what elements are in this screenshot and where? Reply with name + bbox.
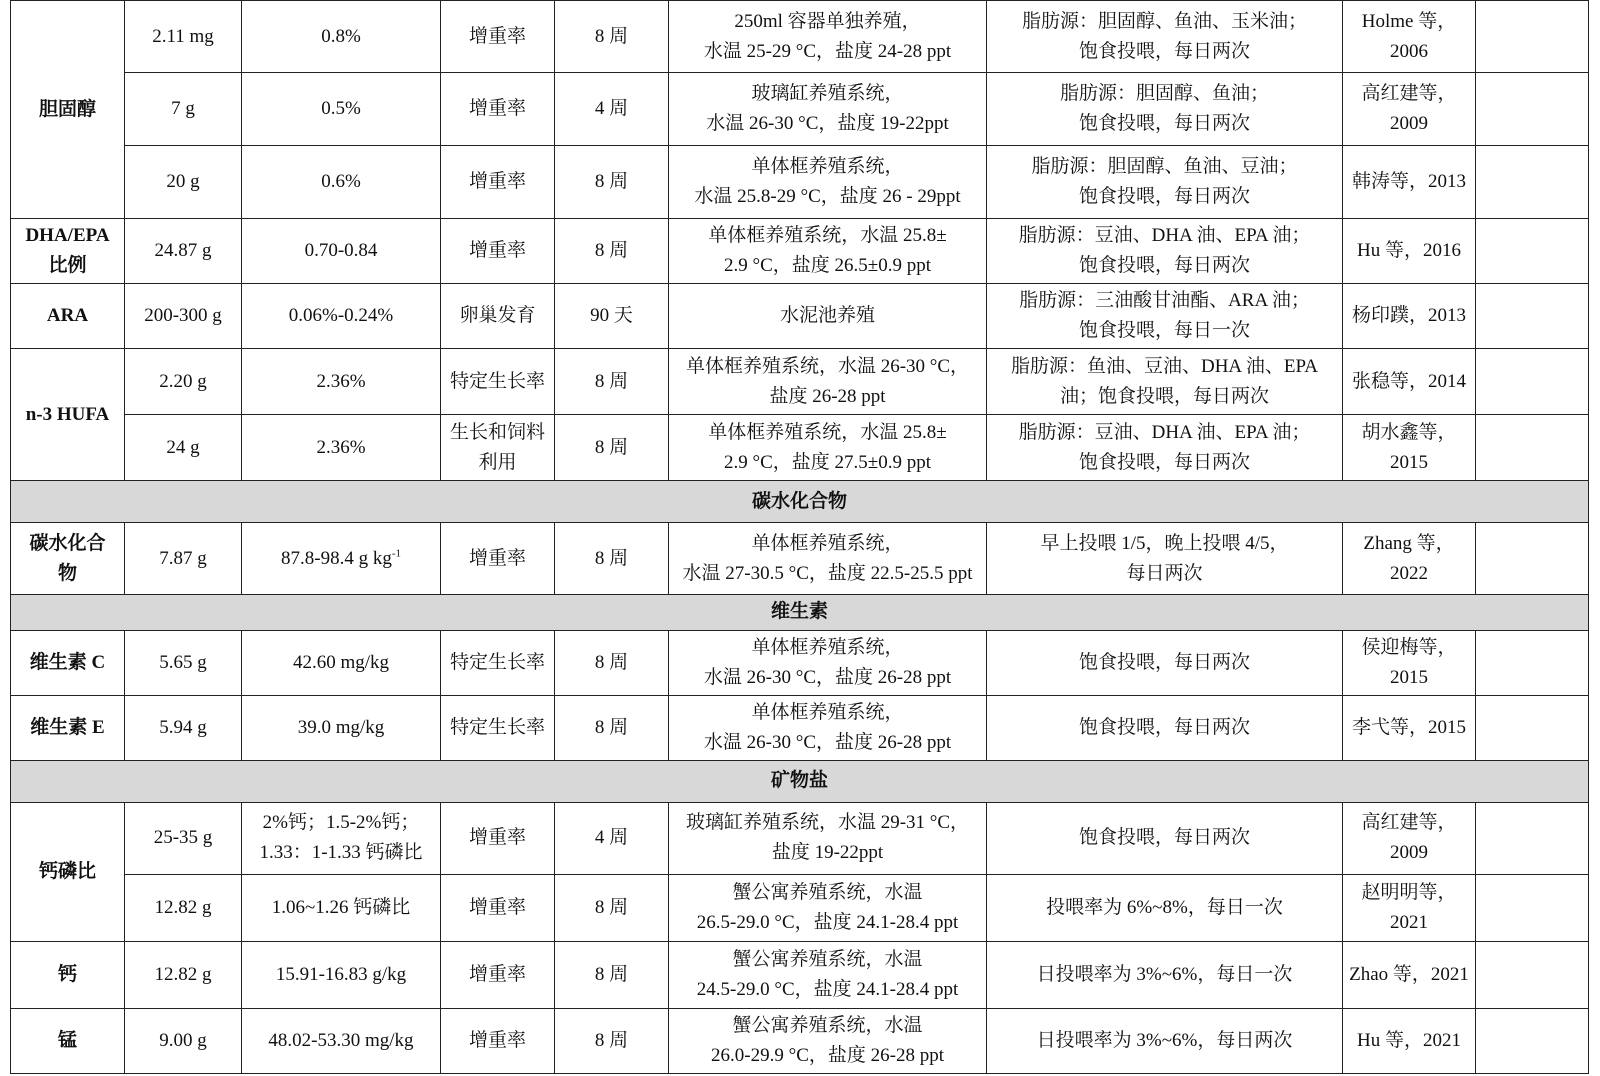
section-header-row [11,595,1589,630]
body-weight-cell: 12.82 g [125,941,242,1008]
duration-cell: 8 周 [555,1008,669,1073]
culture-system-cell: 250ml 容器单独养殖， 水温 25-29 °C，盐度 24-28 ppt [669,1,987,73]
evaluation-index-cell: 增重率 [441,874,555,941]
culture-system-cell: 玻璃缸养殖系统，水温 29-31 °C， 盐度 19-22ppt [669,802,987,874]
body-weight-cell: 12.82 g [125,874,242,941]
requirement-level-cell: 15.91-16.83 g/kg [242,941,441,1008]
section-title-mineral: 矿物盐 [11,760,1589,802]
body-weight-cell: 9.00 g [125,1008,242,1073]
evaluation-index-cell: 卵巢发育 [441,284,555,349]
body-weight-cell: 25-35 g [125,802,242,874]
duration-cell: 8 周 [555,630,669,695]
reference-cell: 高红建等， 2009 [1343,802,1476,874]
feeding-cell: 脂肪源：鱼油、豆油、DHA 油、EPA 油；饱食投喂，每日两次 [987,349,1343,415]
feeding-cell: 脂肪源：胆固醇、鱼油、玉米油； 饱食投喂，每日两次 [987,1,1343,73]
empty-cell [1476,1008,1589,1073]
evaluation-index-cell: 增重率 [441,146,555,219]
section-header-row [11,760,1589,802]
culture-system-cell: 单体框养殖系统， 水温 26-30 °C，盐度 26-28 ppt [669,630,987,695]
evaluation-index-cell: 增重率 [441,219,555,284]
requirement-level-cell: 87.8-98.4 g $kg^{-1}$ [242,523,441,595]
evaluation-index-cell: 增重率 [441,523,555,595]
nutrient-name-cell: ARA [11,284,125,349]
body-weight-cell: 200-300 g [125,284,242,349]
feeding-cell: 脂肪源：胆固醇、鱼油、豆油； 饱食投喂，每日两次 [987,146,1343,219]
nutrient-name-cell: DHA/EPA 比例 [11,219,125,284]
reference-cell: Holme 等， 2006 [1343,1,1476,73]
empty-cell [1476,941,1589,1008]
evaluation-index-cell: 特定生长率 [441,630,555,695]
culture-system-cell: 单体框养殖系统，水温 25.8± 2.9 °C，盐度 26.5±0.9 ppt [669,219,987,284]
culture-system-cell: 蟹公寓养殖系统，水温 26.5-29.0 °C，盐度 24.1-28.4 ppt [669,874,987,941]
nutrient-name-cell: 碳水化合 物 [11,523,125,595]
duration-cell: 90 天 [555,284,669,349]
table-row [11,630,1589,695]
table-row [11,146,1589,219]
body-weight-cell: 7.87 g [125,523,242,595]
feeding-cell: 脂肪源：胆固醇、鱼油； 饱食投喂，每日两次 [987,73,1343,146]
evaluation-index-cell: 增重率 [441,73,555,146]
requirement-level-cell: 2.36% [242,349,441,415]
reference-cell: 赵明明等， 2021 [1343,874,1476,941]
duration-cell: 8 周 [555,523,669,595]
body-weight-cell: 5.94 g [125,695,242,760]
body-weight-cell: 2.11 mg [125,1,242,73]
culture-system-cell: 蟹公寓养殖系统，水温 26.0-29.9 °C，盐度 26-28 ppt [669,1008,987,1073]
requirement-level-cell: 1.06~1.26 钙磷比 [242,874,441,941]
duration-cell: 8 周 [555,349,669,415]
empty-cell [1476,219,1589,284]
requirement-level-cell: 0.6% [242,146,441,219]
table-row [11,695,1589,760]
evaluation-index-cell: 生长和饲料 利用 [441,415,555,481]
nutrient-name-cell: 钙磷比 [11,802,125,941]
duration-cell: 8 周 [555,1,669,73]
reference-cell: 韩涛等，2013 [1343,146,1476,219]
feeding-cell: 投喂率为 6%~8%，每日一次 [987,874,1343,941]
empty-cell [1476,349,1589,415]
reference-cell: 高红建等， 2009 [1343,73,1476,146]
nutrient-name-cell: 维生素 C [11,630,125,695]
table-row [11,874,1589,941]
feeding-cell: 饱食投喂，每日两次 [987,630,1343,695]
feeding-cell: 饱食投喂，每日两次 [987,802,1343,874]
feeding-cell: 脂肪源：豆油、DHA 油、EPA 油； 饱食投喂，每日两次 [987,415,1343,481]
reference-cell: 侯迎梅等， 2015 [1343,630,1476,695]
feeding-cell: 早上投喂 1/5，晚上投喂 4/5， 每日两次 [987,523,1343,595]
empty-cell [1476,523,1589,595]
body-weight-cell: 5.65 g [125,630,242,695]
duration-cell: 4 周 [555,73,669,146]
nutrient-name-cell: n-3 HUFA [11,349,125,481]
reference-cell: 李弋等，2015 [1343,695,1476,760]
culture-system-cell: 单体框养殖系统， 水温 26-30 °C，盐度 26-28 ppt [669,695,987,760]
reference-cell: Zhang 等， 2022 [1343,523,1476,595]
table-row [11,284,1589,349]
empty-cell [1476,695,1589,760]
evaluation-index-cell: 特定生长率 [441,349,555,415]
culture-system-cell: 蟹公寓养殖系统，水温 24.5-29.0 °C，盐度 24.1-28.4 ppt [669,941,987,1008]
culture-system-cell: 单体框养殖系统，水温 25.8± 2.9 °C，盐度 27.5±0.9 ppt [669,415,987,481]
requirement-level-cell: 0.8% [242,1,441,73]
table-row [11,523,1589,595]
nutrient-name-cell: 钙 [11,941,125,1008]
feeding-cell: 日投喂率为 3%~6%，每日一次 [987,941,1343,1008]
nutrient-name-cell: 维生素 E [11,695,125,760]
empty-cell [1476,630,1589,695]
reference-cell: 张稳等，2014 [1343,349,1476,415]
table-row [11,1,1589,73]
empty-cell [1476,146,1589,219]
culture-system-cell: 单体框养殖系统，水温 26-30 °C， 盐度 26-28 ppt [669,349,987,415]
duration-cell: 8 周 [555,146,669,219]
reference-cell: Hu 等，2021 [1343,1008,1476,1073]
requirement-level-cell: 0.5% [242,73,441,146]
table-row [11,941,1589,1008]
evaluation-index-cell: 增重率 [441,1,555,73]
reference-cell: 杨印蹼，2013 [1343,284,1476,349]
nutrient-requirement-table [10,0,1589,1074]
duration-cell: 8 周 [555,941,669,1008]
requirement-level-cell: 42.60 mg/kg [242,630,441,695]
empty-cell [1476,1,1589,73]
requirement-level-cell: 0.06%-0.24% [242,284,441,349]
table-row [11,1008,1589,1073]
empty-cell [1476,874,1589,941]
empty-cell [1476,73,1589,146]
body-weight-cell: 24.87 g [125,219,242,284]
feeding-cell: 脂肪源：三油酸甘油酯、ARA 油； 饱食投喂，每日一次 [987,284,1343,349]
requirement-level-cell: 39.0 mg/kg [242,695,441,760]
evaluation-index-cell: 增重率 [441,941,555,1008]
requirement-level-cell: 2%钙；1.5-2%钙； 1.33：1-1.33 钙磷比 [242,802,441,874]
nutrient-name-cell: 锰 [11,1008,125,1073]
empty-cell [1476,284,1589,349]
empty-cell [1476,802,1589,874]
evaluation-index-cell: 特定生长率 [441,695,555,760]
nutrient-name-cell: 胆固醇 [11,1,125,219]
evaluation-index-cell: 增重率 [441,802,555,874]
reference-cell: Hu 等，2016 [1343,219,1476,284]
body-weight-cell: 24 g [125,415,242,481]
duration-cell: 8 周 [555,415,669,481]
duration-cell: 8 周 [555,874,669,941]
duration-cell: 8 周 [555,219,669,284]
table-row [11,802,1589,874]
duration-cell: 8 周 [555,695,669,760]
requirement-level-cell: 48.02-53.30 mg/kg [242,1008,441,1073]
feeding-cell: 日投喂率为 3%~6%，每日两次 [987,1008,1343,1073]
table-row [11,349,1589,415]
culture-system-cell: 单体框养殖系统， 水温 25.8-29 °C，盐度 26 - 29ppt [669,146,987,219]
section-title-carbohydrate: 碳水化合物 [11,481,1589,523]
table-row [11,415,1589,481]
requirement-level-cell: 2.36% [242,415,441,481]
feeding-cell: 饱食投喂，每日两次 [987,695,1343,760]
duration-cell: 4 周 [555,802,669,874]
requirement-level-cell: 0.70-0.84 [242,219,441,284]
culture-system-cell: 水泥池养殖 [669,284,987,349]
evaluation-index-cell: 增重率 [441,1008,555,1073]
reference-cell: Zhao 等，2021 [1343,941,1476,1008]
section-title-vitamin: 维生素 [11,595,1589,630]
culture-system-cell: 单体框养殖系统， 水温 27-30.5 °C，盐度 22.5-25.5 ppt [669,523,987,595]
section-header-row [11,481,1589,523]
culture-system-cell: 玻璃缸养殖系统， 水温 26-30 °C，盐度 19-22ppt [669,73,987,146]
empty-cell [1476,415,1589,481]
body-weight-cell: 2.20 g [125,349,242,415]
body-weight-cell: 7 g [125,73,242,146]
table-row [11,219,1589,284]
body-weight-cell: 20 g [125,146,242,219]
feeding-cell: 脂肪源：豆油、DHA 油、EPA 油； 饱食投喂，每日两次 [987,219,1343,284]
table-row [11,73,1589,146]
reference-cell: 胡水鑫等， 2015 [1343,415,1476,481]
